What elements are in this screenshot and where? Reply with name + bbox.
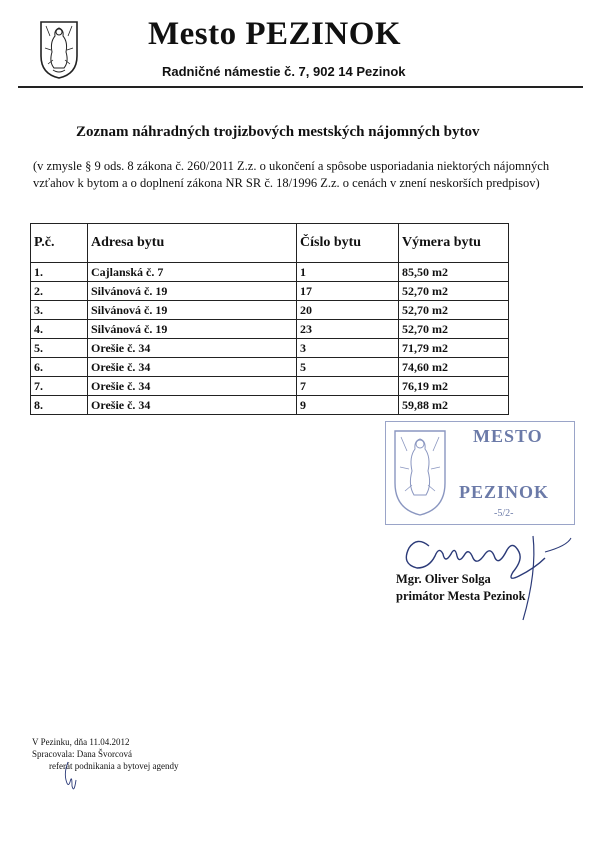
column-header-flat-number: Číslo bytu (297, 224, 399, 263)
cell-flat-number: 1 (297, 263, 399, 282)
cell-number: 3. (31, 301, 88, 320)
cell-address: Silvánová č. 19 (88, 320, 297, 339)
cell-area: 71,79 m2 (399, 339, 509, 358)
table-row (31, 320, 509, 339)
table-row (31, 301, 509, 320)
cell-address: Silvánová č. 19 (88, 282, 297, 301)
footer-prepared-by: Spracovala: Dana Švorcová (32, 749, 132, 759)
town-crest-icon (38, 18, 80, 80)
cell-address: Orešie č. 34 (88, 396, 297, 415)
cell-address: Orešie č. 34 (88, 377, 297, 396)
cell-flat-number: 5 (297, 358, 399, 377)
column-header-area: Výmera bytu (399, 224, 509, 263)
header-divider (18, 86, 583, 88)
cell-address: Orešie č. 34 (88, 339, 297, 358)
apartment-table (30, 223, 509, 415)
table-row (31, 377, 509, 396)
column-header-number: P.č. (31, 224, 88, 263)
document-intro: (v zmysle § 9 ods. 8 zákona č. 260/2011 Z.z. o ukončení a spôsobe usporiadania niektorých nájomných vzťahov k bytom a o doplnení zákona NR SR č. 18/1996 Z.z. o cenách v znení neskorších predpisov) (33, 159, 550, 190)
stamp-crest-icon (391, 425, 449, 517)
cell-area: 52,70 m2 (399, 282, 509, 301)
table-header-row (31, 224, 509, 263)
footer-place-date: V Pezinku, dňa 11.04.2012 (32, 737, 130, 747)
cell-address: Orešie č. 34 (88, 358, 297, 377)
cell-flat-number: 9 (297, 396, 399, 415)
table-row (31, 282, 509, 301)
cell-number: 2. (31, 282, 88, 301)
cell-area: 74,60 m2 (399, 358, 509, 377)
cell-flat-number: 7 (297, 377, 399, 396)
table-row (31, 263, 509, 282)
column-header-address: Adresa bytu (88, 224, 297, 263)
cell-flat-number: 17 (297, 282, 399, 301)
signatory-block (396, 571, 526, 605)
cell-flat-number: 20 (297, 301, 399, 320)
stamp-line-2: PEZINOK (459, 482, 550, 502)
table-row (31, 358, 509, 377)
cell-area: 76,19 m2 (399, 377, 509, 396)
cell-number: 8. (31, 396, 88, 415)
town-address: Radničné námestie č. 7, 902 14 Pezinok (162, 64, 406, 79)
initials-mark (60, 758, 90, 798)
cell-number: 1. (31, 263, 88, 282)
table-row (31, 339, 509, 358)
town-title: Mesto PEZINOK (148, 16, 402, 52)
document-title: Zoznam náhradných trojizbových mestských nájomných bytov (76, 124, 480, 140)
cell-area: 52,70 m2 (399, 301, 509, 320)
cell-area: 52,70 m2 (399, 320, 509, 339)
table-row (31, 396, 509, 415)
signatory-role: primátor Mesta Pezinok (396, 589, 526, 603)
signatory-name: Mgr. Oliver Solga (396, 572, 491, 586)
cell-flat-number: 3 (297, 339, 399, 358)
stamp-number: -5/2- (494, 508, 514, 519)
footer-department: referát podnikania a bytovej agendy (49, 761, 179, 771)
cell-number: 5. (31, 339, 88, 358)
cell-address: Cajlanská č. 7 (88, 263, 297, 282)
cell-number: 4. (31, 320, 88, 339)
footer-block (32, 736, 178, 772)
stamp-line-1: MESTO (473, 426, 543, 446)
cell-number: 6. (31, 358, 88, 377)
cell-area: 59,88 m2 (399, 396, 509, 415)
cell-address: Silvánová č. 19 (88, 301, 297, 320)
cell-flat-number: 23 (297, 320, 399, 339)
cell-area: 85,50 m2 (399, 263, 509, 282)
cell-number: 7. (31, 377, 88, 396)
